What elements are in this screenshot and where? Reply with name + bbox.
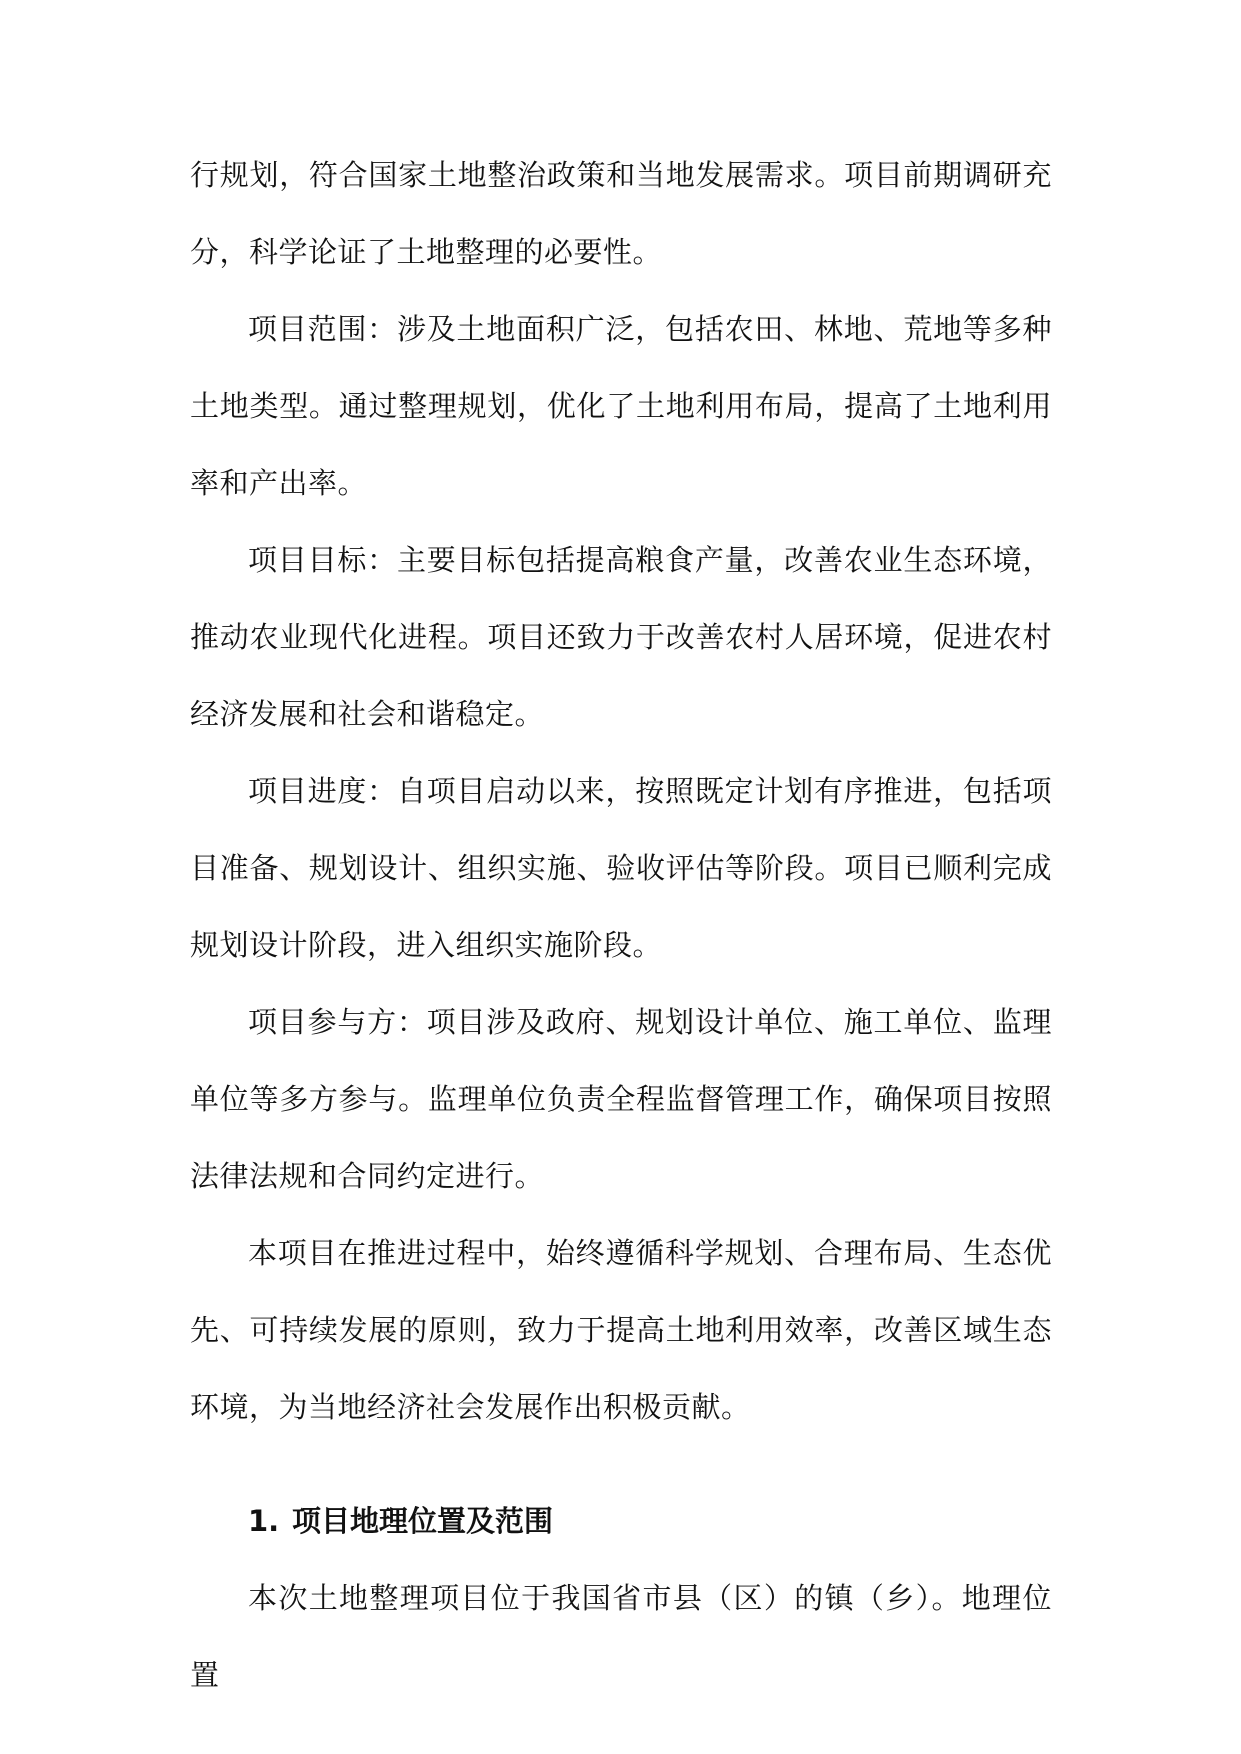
- section-heading: [190, 1483, 1052, 1560]
- paragraph-location: 本次土地整理项目位于我国省市县（区）的镇（乡）。地理位置: [190, 1581, 1052, 1692]
- paragraph-project-progress: 项目进度：自项目启动以来，按照既定计划有序推进，包括项目准备、规划设计、组织实施、验收评估等阶段。项目已顺利完成规划设计阶段，进入组织实施阶段。: [190, 774, 1052, 962]
- section-title: 项目地理位置及范围: [292, 1504, 554, 1538]
- paragraph-project-goals: 项目目标：主要目标包括提高粮食产量，改善农业生态环境，推动农业现代化进程。项目还致力于改善农村人居环境，促进农村经济发展和社会和谐稳定。: [190, 543, 1052, 731]
- paragraph-project-participants: 项目参与方：项目涉及政府、规划设计单位、施工单位、监理单位等多方参与。监理单位负责全程监督管理工作，确保项目按照法律法规和合同约定进行。: [190, 1005, 1052, 1193]
- paragraph-project-scope: 项目范围：涉及土地面积广泛，包括农田、林地、荒地等多种土地类型。通过整理规划，优化了土地利用布局，提高了土地利用率和产出率。: [190, 312, 1052, 500]
- paragraph-project-principles: 本项目在推进过程中，始终遵循科学规划、合理布局、生态优先、可持续发展的原则，致力于提高土地利用效率，改善区域生态环境，为当地经济社会发展作出积极贡献。: [190, 1236, 1052, 1424]
- paragraph-continuation: 行规划，符合国家土地整治政策和当地发展需求。项目前期调研充分，科学论证了土地整理的必要性。: [190, 158, 1052, 269]
- section-number: 1.: [248, 1504, 280, 1538]
- document-page: [190, 137, 1052, 1714]
